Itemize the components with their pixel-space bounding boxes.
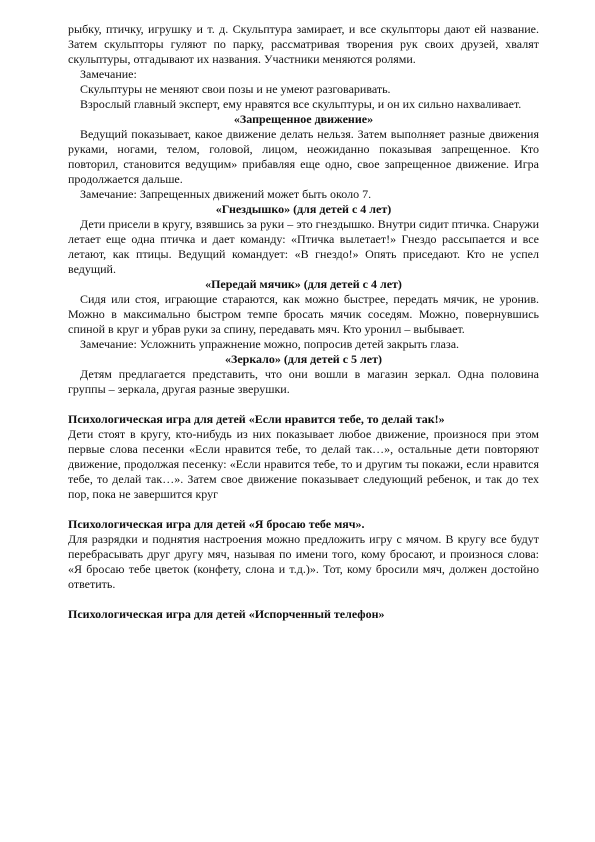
paragraph-mirror: Детям предлагается представить, что они вошли в магазин зеркал. Одна половина группы – зеркала, другая разные зверушки. xyxy=(68,367,539,396)
paragraph-throw-ball: Для разрядки и поднятия настроения можно предложить игру с мячом. В кругу все будут перебрасывать друг другу мяч, называя по имени того, кому бросают, и произнося слова: «Я бросаю тебе цветок (конфету, слона и т.д.)». Тот, кому бросили мяч, должен достойно ответить. xyxy=(68,532,539,591)
heading-mirror: «Зеркало» (для детей с 5 лет) xyxy=(224,352,382,366)
heading-forbidden-move: «Запрещенное движение» xyxy=(233,112,374,126)
spacer xyxy=(68,397,539,412)
note-text: Скульптуры не меняют свои позы и не умеют разговаривать. xyxy=(80,82,391,96)
document-page xyxy=(68,22,539,622)
heading-throw-ball: Психологическая игра для детей «Я бросаю тебе мяч». xyxy=(68,517,365,531)
heading-broken-phone: Психологическая игра для детей «Испорченный телефон» xyxy=(68,607,385,621)
paragraph-nest: Дети присели в кругу, взявшись за руки – это гнездышко. Внутри сидит птичка. Снаружи летает еще одна птичка и дает команду: «Птичка вылетает!» Гнездо рассыпается и все летают, как птицы. Ведущий командует: «В гнездо!» Опять приседают. Кто не успел ведущий. xyxy=(68,217,539,276)
note-forbidden-move: Замечание: Запрещенных движений может быть около 7. xyxy=(80,187,372,201)
note-label: Замечание: xyxy=(80,67,137,81)
paragraph-sculpture-rules: рыбку, птичку, игрушку и т. д. Скульптура замирает, и все скульпторы дают ей название. Затем скульпторы гуляют по парку, рассматривая творения рук своих друзей, хвалят скульптуры, отгадывают их названия. Участники меняются ролями. xyxy=(68,22,539,66)
spacer xyxy=(68,592,539,607)
paragraph-forbidden-move: Ведущий показывает, какое движение делать нельзя. Затем выполняет разные движения руками, ногами, телом, головой, лицом, неожиданно показывая запрещенное. Кто повторил, становится ведущим» прибавляя еще одно, свое запрещенное движение. Игра продолжается дальше. xyxy=(68,127,539,186)
heading-pass-ball: «Передай мячик» (для детей с 4 лет) xyxy=(205,277,402,291)
note-pass-ball: Замечание: Усложнить упражнение можно, попросив детей закрыть глаза. xyxy=(80,337,460,351)
paragraph-pass-ball: Сидя или стоя, играющие стараются, как можно быстрее, передать мячик, не уронив. Можно в максимально быстром темпе бросать мячик соседям. Можно, повернувшись спиной в круг и убрав руки за спину, передавать мяч. Кто уронил – выбывает. xyxy=(68,292,539,336)
heading-if-you-like: Психологическая игра для детей «Если нравится тебе, то делай так!» xyxy=(68,412,445,426)
paragraph-if-you-like: Дети стоят в кругу, кто-нибудь из них показывает любое движение, произнося при этом первые слова песенки «Если нравится тебе, то делай так…», остальные дети повторяют движение, продолжая песенку: «Если нравится тебе, то и другим ты покажи, если нравится тебе, то делай так…». Затем свое движение показывает следующий ребенок, и так до тех пор, пока не завершится круг xyxy=(68,427,539,501)
spacer xyxy=(68,502,539,517)
paragraph-expert: Взрослый главный эксперт, ему нравятся все скульптуры, и он их сильно нахваливает. xyxy=(80,97,522,111)
heading-nest: «Гнездышко» (для детей с 4 лет) xyxy=(215,202,392,216)
